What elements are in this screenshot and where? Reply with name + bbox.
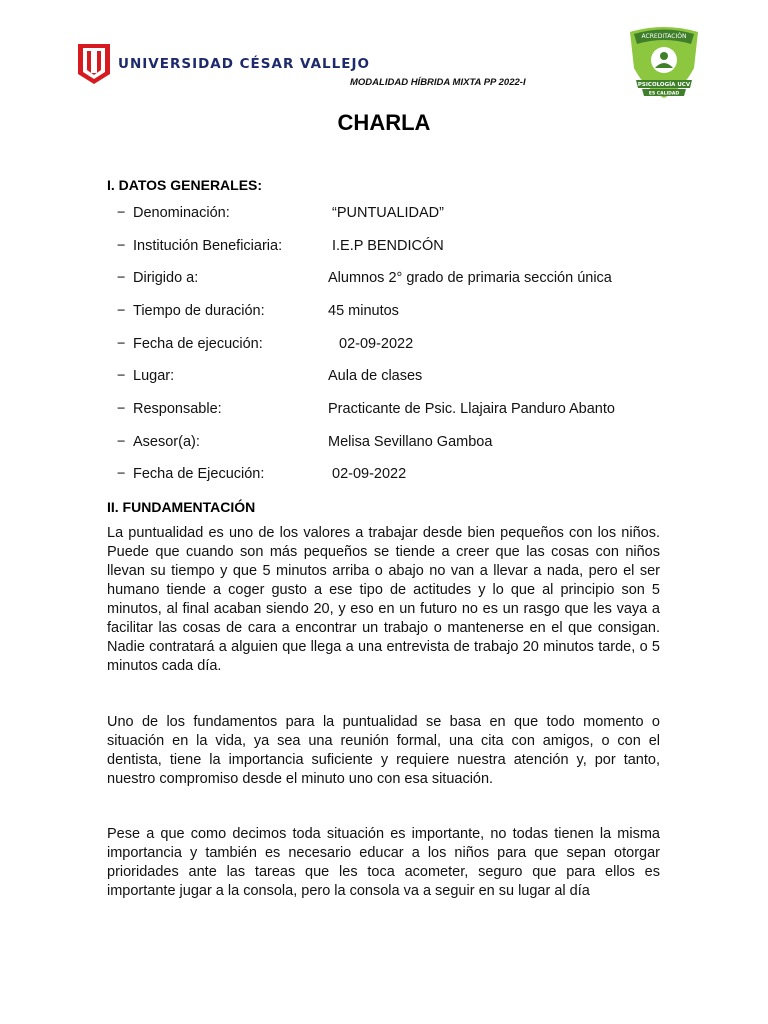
- row-value: “PUNTUALIDAD”: [332, 205, 444, 221]
- badge-line1: PSICOLOGÍA UCV: [637, 82, 691, 88]
- row-value: 02-09-2022: [339, 336, 414, 352]
- paragraph-1: La puntualidad es uno de los valores a trabajar desde bien pequeños con los niños. Puede que cuando son más pequeños se tiende a creer que las cosas con niños llevan su tiempo y que 5 minutos arriba o abajo no van a llevar a nada, pero el ser humano tiende a coger gusto a ese tipo de actitudes y lo que al principio son 5 minutos, al final acaban siendo 20, y eso en un futuro no es un rasgo que les vaya a facilitar las cosas de cara a encontrar un trabajo o mantenerse en el que consigan. Nadie contratará a alguien que llega a una entrevista de trabajo 20 minutos tarde, o 5 minutos cada día.: [107, 525, 660, 674]
- bullet-dash: −: [117, 270, 126, 286]
- badge-line2: ES CALIDAD: [648, 91, 680, 97]
- row-value: 45 minutos: [328, 303, 399, 319]
- page-title: CHARLA: [337, 110, 431, 135]
- row-fecha-ejecucion-2: [117, 466, 677, 486]
- row-label: Fecha de ejecución:: [133, 336, 263, 352]
- row-asesor: [117, 434, 677, 454]
- bullet-dash: −: [117, 238, 126, 254]
- bullet-dash: −: [117, 336, 126, 352]
- ucv-shield-icon: [78, 44, 110, 84]
- row-label: Fecha de Ejecución:: [133, 466, 265, 482]
- row-value: I.E.P BENDICÓN: [332, 238, 444, 254]
- row-label: Tiempo de duración:: [133, 303, 265, 319]
- row-responsable: [117, 401, 677, 421]
- row-value: Melisa Sevillano Gamboa: [328, 434, 493, 450]
- row-label: Lugar:: [133, 368, 175, 384]
- section-fundamentacion-title: II. FUNDAMENTACIÓN: [107, 499, 256, 515]
- university-logo: [78, 44, 370, 84]
- paragraph-2: Uno de los fundamentos para la puntualidad se basa en que todo momento o situación en la vida, ya sea una reunión formal, una cita con amigos, o con el dentista, tiene la importancia suficiente y requiere nuestra atención y, por tanto, nuestro compromiso desde el minuto uno con esa situación.: [107, 714, 660, 787]
- bullet-dash: −: [117, 401, 126, 417]
- row-label: Asesor(a):: [133, 434, 200, 450]
- row-value: Alumnos 2° grado de primaria sección única: [328, 270, 612, 286]
- row-denominacion: [117, 205, 677, 225]
- bullet-dash: −: [117, 303, 126, 319]
- row-institucion: [117, 238, 677, 258]
- row-fecha-ejecucion: [117, 336, 677, 356]
- row-lugar: [117, 368, 677, 388]
- row-dirigido: [117, 270, 677, 290]
- row-label: Denominación:: [133, 205, 230, 221]
- paragraph-3: Pese a que como decimos toda situación es importante, no todas tienen la misma importancia y también es necesario educar a los niños para que sepan otorgar prioridades ante las tareas que les toca acometer, seguro que para ellos es importante jugar a la consola, pero la consola va a seguir en su lugar al día: [107, 826, 660, 899]
- accreditation-badge-icon: [624, 22, 704, 102]
- bullet-dash: −: [117, 434, 126, 450]
- bullet-dash: −: [117, 368, 126, 384]
- section-datos-generales-title: I. DATOS GENERALES:: [107, 177, 263, 193]
- accreditation-badge: [624, 22, 704, 107]
- modality-label: MODALIDAD HÍBRIDA MIXTA PP 2022-I: [350, 77, 526, 88]
- bullet-dash: −: [117, 466, 126, 482]
- row-label: Responsable:: [133, 401, 222, 417]
- row-value: 02-09-2022: [332, 466, 407, 482]
- university-name: UNIVERSIDAD CÉSAR VALLEJO: [118, 56, 370, 72]
- bullet-dash: −: [117, 205, 126, 221]
- badge-top-text: ACREDITACIÓN: [641, 33, 687, 40]
- row-value: Aula de clases: [328, 368, 423, 384]
- row-tiempo: [117, 303, 677, 323]
- row-label: Dirigido a:: [133, 270, 199, 286]
- row-value: Practicante de Psic. Llajaira Panduro Abanto: [328, 401, 615, 417]
- row-label: Institución Beneficiaria:: [133, 238, 283, 254]
